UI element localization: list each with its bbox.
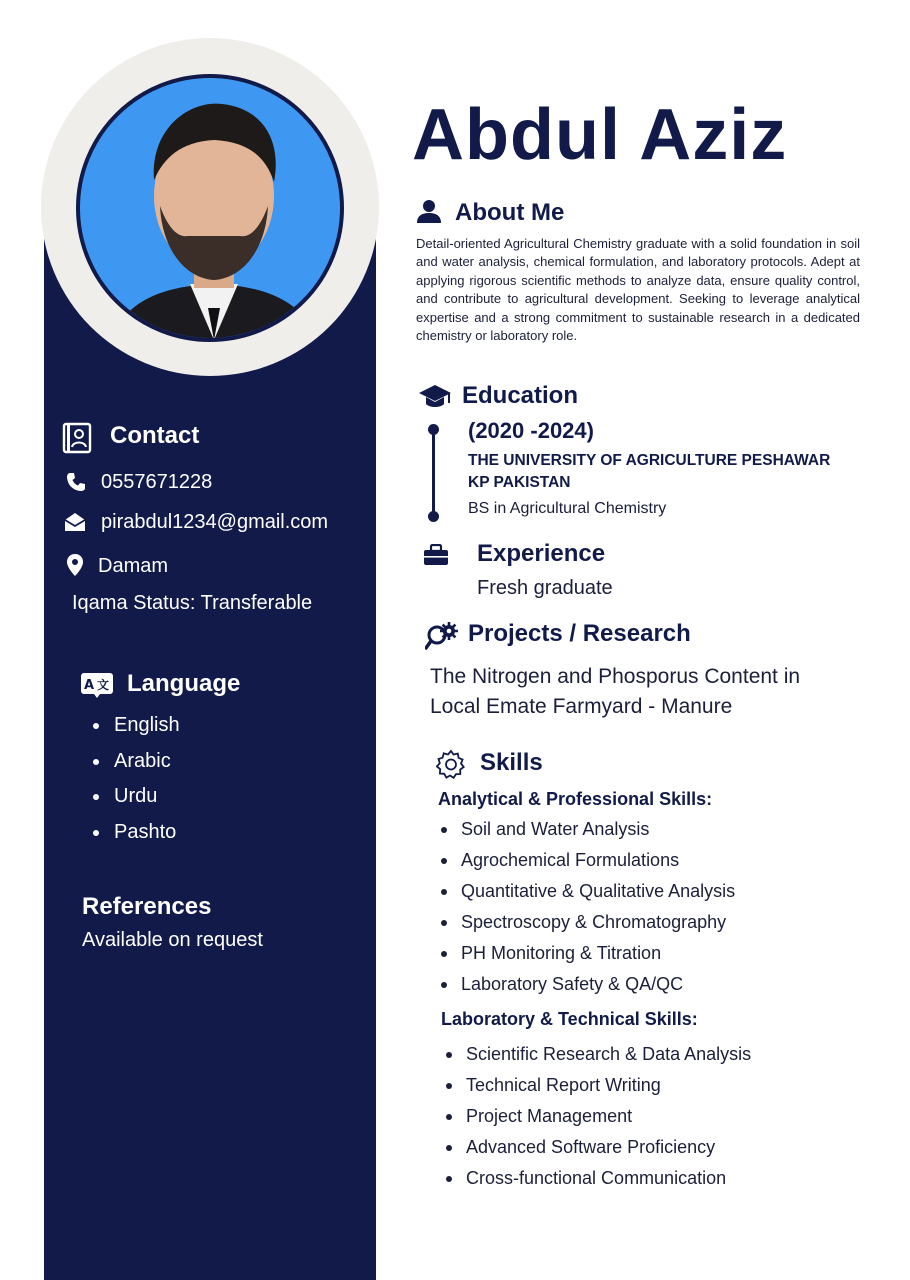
gear-icon — [436, 749, 466, 779]
contact-card-icon — [62, 422, 92, 454]
graduation-cap-icon — [418, 382, 452, 410]
skill-item: PH Monitoring & Titration — [439, 938, 879, 969]
phone-icon — [66, 472, 86, 492]
contact-phone[interactable]: 0557671228 — [101, 471, 213, 493]
timeline-dot-top — [428, 424, 439, 435]
analytical-skills-heading: Analytical & Professional Skills: — [438, 789, 713, 809]
skills-heading: Skills — [480, 749, 543, 776]
references-heading: References — [82, 893, 212, 920]
university-location: KP PAKISTAN — [468, 474, 571, 491]
project-title-line1: The Nitrogen and Phosporus Content in — [430, 665, 801, 688]
language-heading: Language — [127, 670, 241, 697]
contact-email[interactable]: pirabdul1234@gmail.com — [101, 511, 329, 533]
svg-text:文: 文 — [97, 678, 110, 692]
search-gear-icon — [425, 621, 459, 651]
person-icon — [416, 199, 442, 223]
language-item: Urdu — [89, 779, 339, 815]
references-text: Available on request — [82, 929, 263, 951]
language-list — [89, 708, 339, 850]
education-heading: Education — [462, 382, 579, 409]
translate-icon — [80, 672, 114, 698]
skill-item: Laboratory Safety & QA/QC — [439, 969, 879, 1000]
technical-skills-list — [444, 1039, 884, 1194]
projects-heading: Projects / Research — [468, 620, 691, 647]
person-silhouette-icon — [80, 78, 344, 342]
profile-photo — [76, 74, 344, 342]
language-item: Arabic — [89, 744, 339, 780]
timeline-line — [432, 428, 435, 516]
skill-item: Soil and Water Analysis — [439, 814, 879, 845]
experience-text: Fresh graduate — [477, 577, 613, 599]
contact-heading: Contact — [110, 422, 200, 449]
about-text: Detail-oriented Agricultural Chemistry graduate with a solid foundation in soil and water analysis, chemical formulation, and laboratory protocols. Adept at applying rigorous scientific methods to analyze data, ensure quality control, and contribute to agricultural development. Seeking to leverage analytical expertise and a strong commitment to sustainable research in a dedicated chemistry or laboratory role. — [416, 236, 860, 344]
svg-text:A: A — [84, 678, 95, 693]
skill-item: Cross-functional Communication — [444, 1163, 884, 1194]
degree: BS in Agricultural Chemistry — [468, 500, 667, 517]
about-heading: About Me — [455, 199, 565, 226]
briefcase-icon — [423, 544, 449, 566]
skill-item: Agrochemical Formulations — [439, 845, 879, 876]
skill-item: Project Management — [444, 1101, 884, 1132]
skill-item: Spectroscopy & Chromatography — [439, 907, 879, 938]
technical-skills-heading: Laboratory & Technical Skills: — [441, 1009, 698, 1029]
project-title-line2: Local Emate Farmyard - Manure — [430, 695, 733, 718]
candidate-name: Abdul Aziz — [412, 95, 788, 175]
timeline-dot-bottom — [428, 511, 439, 522]
university-name: THE UNIVERSITY OF AGRICULTURE PESHAWAR — [468, 452, 831, 469]
experience-heading: Experience — [477, 540, 606, 567]
skill-item: Quantitative & Qualitative Analysis — [439, 876, 879, 907]
skill-item: Technical Report Writing — [444, 1070, 884, 1101]
education-years: (2020 -2024) — [468, 418, 594, 443]
skill-item: Scientific Research & Data Analysis — [444, 1039, 884, 1070]
analytical-skills-list — [439, 814, 879, 1000]
envelope-icon — [64, 512, 86, 532]
iqama-status: Iqama Status: Transferable — [72, 592, 313, 614]
language-item: English — [89, 708, 339, 744]
language-item: Pashto — [89, 815, 339, 851]
skill-item: Advanced Software Proficiency — [444, 1132, 884, 1163]
location-pin-icon — [66, 553, 84, 577]
contact-location: Damam — [98, 555, 169, 577]
